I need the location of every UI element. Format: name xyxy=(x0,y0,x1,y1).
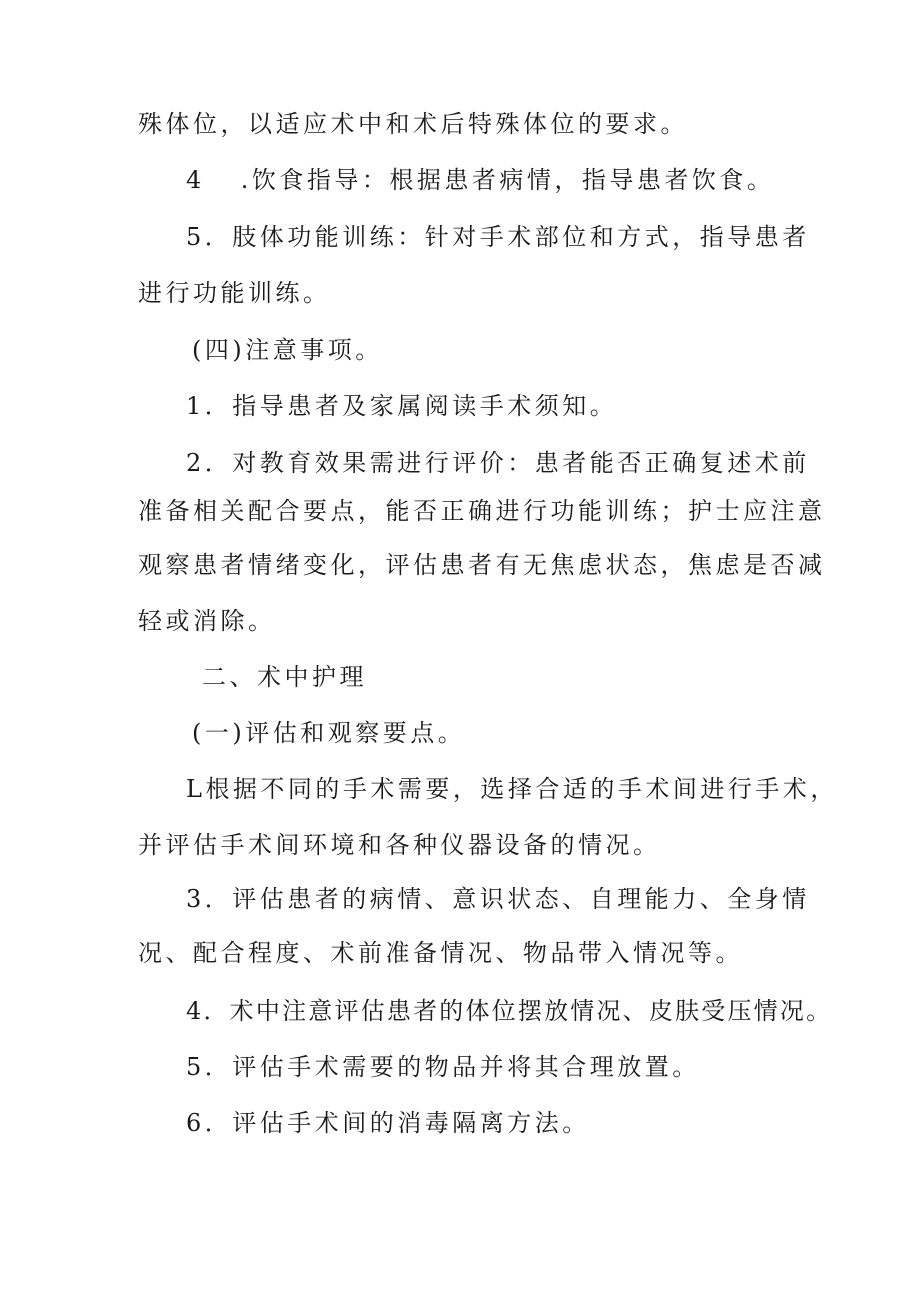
list-item-limb-training: 5．肢体功能训练：针对手术部位和方式，指导患者 xyxy=(186,223,810,251)
list-item-assess-patient: 3．评估患者的病情、意识状态、自理能力、全身情 xyxy=(186,885,810,913)
list-item-text: .饮食指导：根据患者病情，指导患者饮食。 xyxy=(240,166,775,194)
list-number: 4 xyxy=(186,166,205,194)
section-heading-intraoperative-care: 二、术中护理 xyxy=(202,663,367,691)
list-item-evaluate-education: 2．对教育效果需进行评价：患者能否正确复述术前 xyxy=(186,449,810,477)
list-item-assess-position: 4．术中注意评估患者的体位摆放情况、皮肤受压情况。 xyxy=(186,997,833,1025)
paragraph-line: 观察患者情绪变化，评估患者有无焦虑状态，焦虑是否减 xyxy=(138,551,826,579)
paragraph-line: 并评估手术间环境和各种仪器设备的情况。 xyxy=(138,831,661,859)
paragraph-line: 进行功能训练。 xyxy=(138,279,331,307)
subsection-heading-assessment: (一)评估和观察要点。 xyxy=(192,719,466,747)
list-item-diet-guidance xyxy=(186,163,774,197)
paragraph-line: 殊体位，以适应术中和术后特殊体位的要求。 xyxy=(138,110,688,138)
list-item-read-notice: 1．指导患者及家属阅读手术须知。 xyxy=(186,392,618,420)
paragraph-line: 准备相关配合要点，能否正确进行功能训练；护士应注意 xyxy=(138,497,826,525)
paragraph-line: 轻或消除。 xyxy=(138,607,276,635)
section-heading-precautions: (四)注意事项。 xyxy=(192,336,383,364)
list-item-assess-disinfection: 6．评估手术间的消毒隔离方法。 xyxy=(186,1109,590,1137)
list-item-assess-supplies: 5．评估手术需要的物品并将其合理放置。 xyxy=(186,1053,700,1081)
paragraph-line: 况、配合程度、术前准备情况、物品带入情况等。 xyxy=(138,939,743,967)
list-item-select-room: L根据不同的手术需要，选择合适的手术间进行手术， xyxy=(186,775,838,803)
